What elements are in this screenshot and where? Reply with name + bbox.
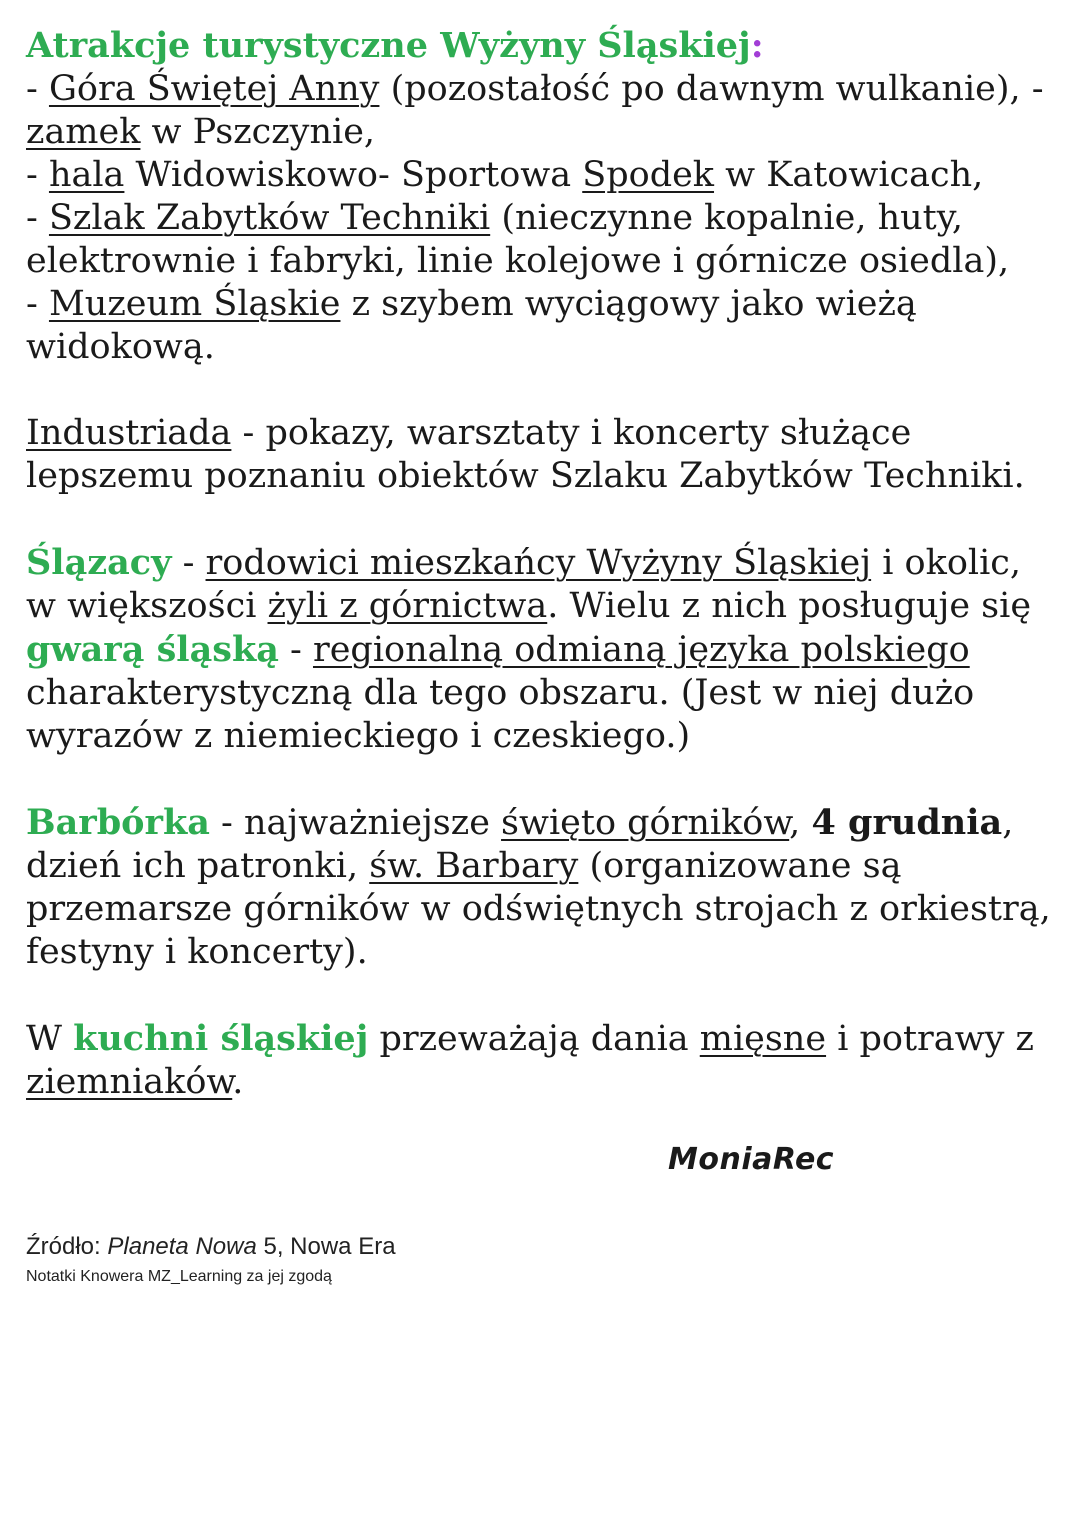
dash: - — [26, 69, 49, 109]
paragraph-text: (organizowane są — [578, 846, 902, 886]
source-citation — [26, 1233, 396, 1261]
attractions-heading-text: Atrakcje turystyczne Wyżyny Śląskiej — [26, 25, 751, 66]
barborka-line-2 — [26, 845, 1056, 888]
paragraph-text: w większości — [26, 586, 268, 626]
attraction-item-5-cont: widokową. — [26, 327, 215, 367]
attraction-item-1 — [26, 68, 1056, 111]
dash: - — [26, 155, 49, 195]
paragraph-text: - pokazy, warsztaty i koncerty służące — [231, 413, 912, 453]
term-gora-swietej-anny: Góra Świętej Anny — [48, 69, 380, 109]
item-text: (pozostałość po dawnym wulkanie), - — [379, 69, 1044, 109]
author-signature: MoniaRec — [668, 1142, 835, 1177]
slazacy-line-5: wyrazów z niemieckiego i czeskiego.) — [26, 716, 691, 756]
slazacy-line-3 — [26, 628, 1056, 672]
term-swieto-gornikow: święto górników — [501, 803, 790, 843]
spacer — [26, 498, 1056, 541]
term-industriada: Industriada — [26, 413, 232, 453]
paragraph-text: , — [1002, 803, 1014, 843]
gwara-definition: regionalną odmianą języka polskiego — [312, 630, 970, 670]
paragraph-text: i okolic, — [871, 543, 1022, 583]
attraction-item-4-cont: elektrownie i fabryki, linie kolejowe i górnicze osiedla), — [26, 241, 1010, 281]
date-4-grudnia: 4 grudnia — [811, 802, 1003, 843]
slazacy-line-4: charakterystyczną dla tego obszaru. (Jest w niej dużo — [26, 673, 975, 713]
industriada-paragraph — [26, 412, 1056, 455]
paragraph-text: . — [232, 1062, 244, 1102]
item-text: Widowiskowo- Sportowa — [124, 155, 583, 195]
attraction-item-3 — [26, 154, 1056, 197]
source-title: Planeta Nowa — [107, 1233, 257, 1260]
term-zamek: zamek — [26, 112, 141, 152]
slazacy-paragraph — [26, 541, 1056, 585]
term-muzeum-slaskie: Muzeum Śląskie — [48, 284, 341, 324]
dash: - — [26, 284, 49, 324]
paragraph-text: - najważniejsze — [209, 803, 502, 843]
attraction-item-4 — [26, 197, 1056, 240]
term-miesne: mięsne — [699, 1019, 827, 1059]
kuchnia-paragraph — [26, 1017, 1056, 1061]
term-szlak-zabytkow: Szlak Zabytków Techniki — [48, 198, 491, 238]
heading-colon: : — [750, 25, 764, 66]
item-text: w Pszczynie, — [140, 112, 376, 152]
paragraph-text: dzień ich patronki, — [26, 846, 370, 886]
term-hala: hala — [48, 155, 125, 195]
barborka-line-3: przemarsze górników w odświętnych strojach z orkiestrą, — [26, 889, 1051, 929]
slazacy-definition: rodowici mieszkańcy Wyżyny Śląskiej — [205, 543, 872, 583]
paragraph-text: W — [26, 1019, 74, 1059]
paragraph-text: - — [278, 630, 313, 670]
industriada-line-2: lepszemu poznaniu obiektów Szlaku Zabytków Techniki. — [26, 456, 1025, 496]
paragraph-text: . Wielu z nich posługuje się — [547, 586, 1032, 626]
attraction-item-2 — [26, 111, 1056, 154]
spacer — [26, 974, 1056, 1017]
spacer — [26, 758, 1056, 801]
term-gwara-slaska: gwarą śląską — [26, 629, 279, 670]
item-text: (nieczynne kopalnie, huty, — [490, 198, 963, 238]
dash: - — [26, 198, 49, 238]
paragraph-text: , — [789, 803, 812, 843]
term-barborka: Barbórka — [26, 802, 210, 843]
attraction-item-5 — [26, 283, 1056, 326]
paragraph-text: przeważają dania — [368, 1019, 700, 1059]
kuchnia-line-2 — [26, 1061, 1056, 1104]
term-zyli-z-gornictwa: żyli z górnictwa — [267, 586, 548, 626]
footer-note: Notatki Knowera MZ_Learning za jej zgodą — [26, 1268, 332, 1285]
term-ziemniakow: ziemniaków — [26, 1062, 233, 1102]
item-text: z szybem wyciągowy jako wieżą — [340, 284, 917, 324]
paragraph-text: - — [171, 543, 206, 583]
source-rest: 5, Nowa Era — [256, 1233, 396, 1260]
notes-page — [26, 24, 1056, 1104]
term-kuchnia-slaska: kuchni śląskiej — [73, 1018, 369, 1059]
spacer — [26, 369, 1056, 412]
paragraph-text: i potrawy z — [826, 1019, 1034, 1059]
attractions-heading — [26, 24, 1056, 68]
item-text: w Katowicach, — [714, 155, 984, 195]
source-label: Źródło: — [26, 1233, 108, 1260]
term-spodek: Spodek — [582, 155, 715, 195]
barborka-line-4: festyny i koncerty). — [26, 932, 368, 972]
term-slazacy: Ślązacy — [26, 542, 172, 583]
term-sw-barbary: św. Barbary — [369, 846, 579, 886]
slazacy-line-2 — [26, 585, 1056, 628]
barborka-paragraph — [26, 801, 1056, 845]
